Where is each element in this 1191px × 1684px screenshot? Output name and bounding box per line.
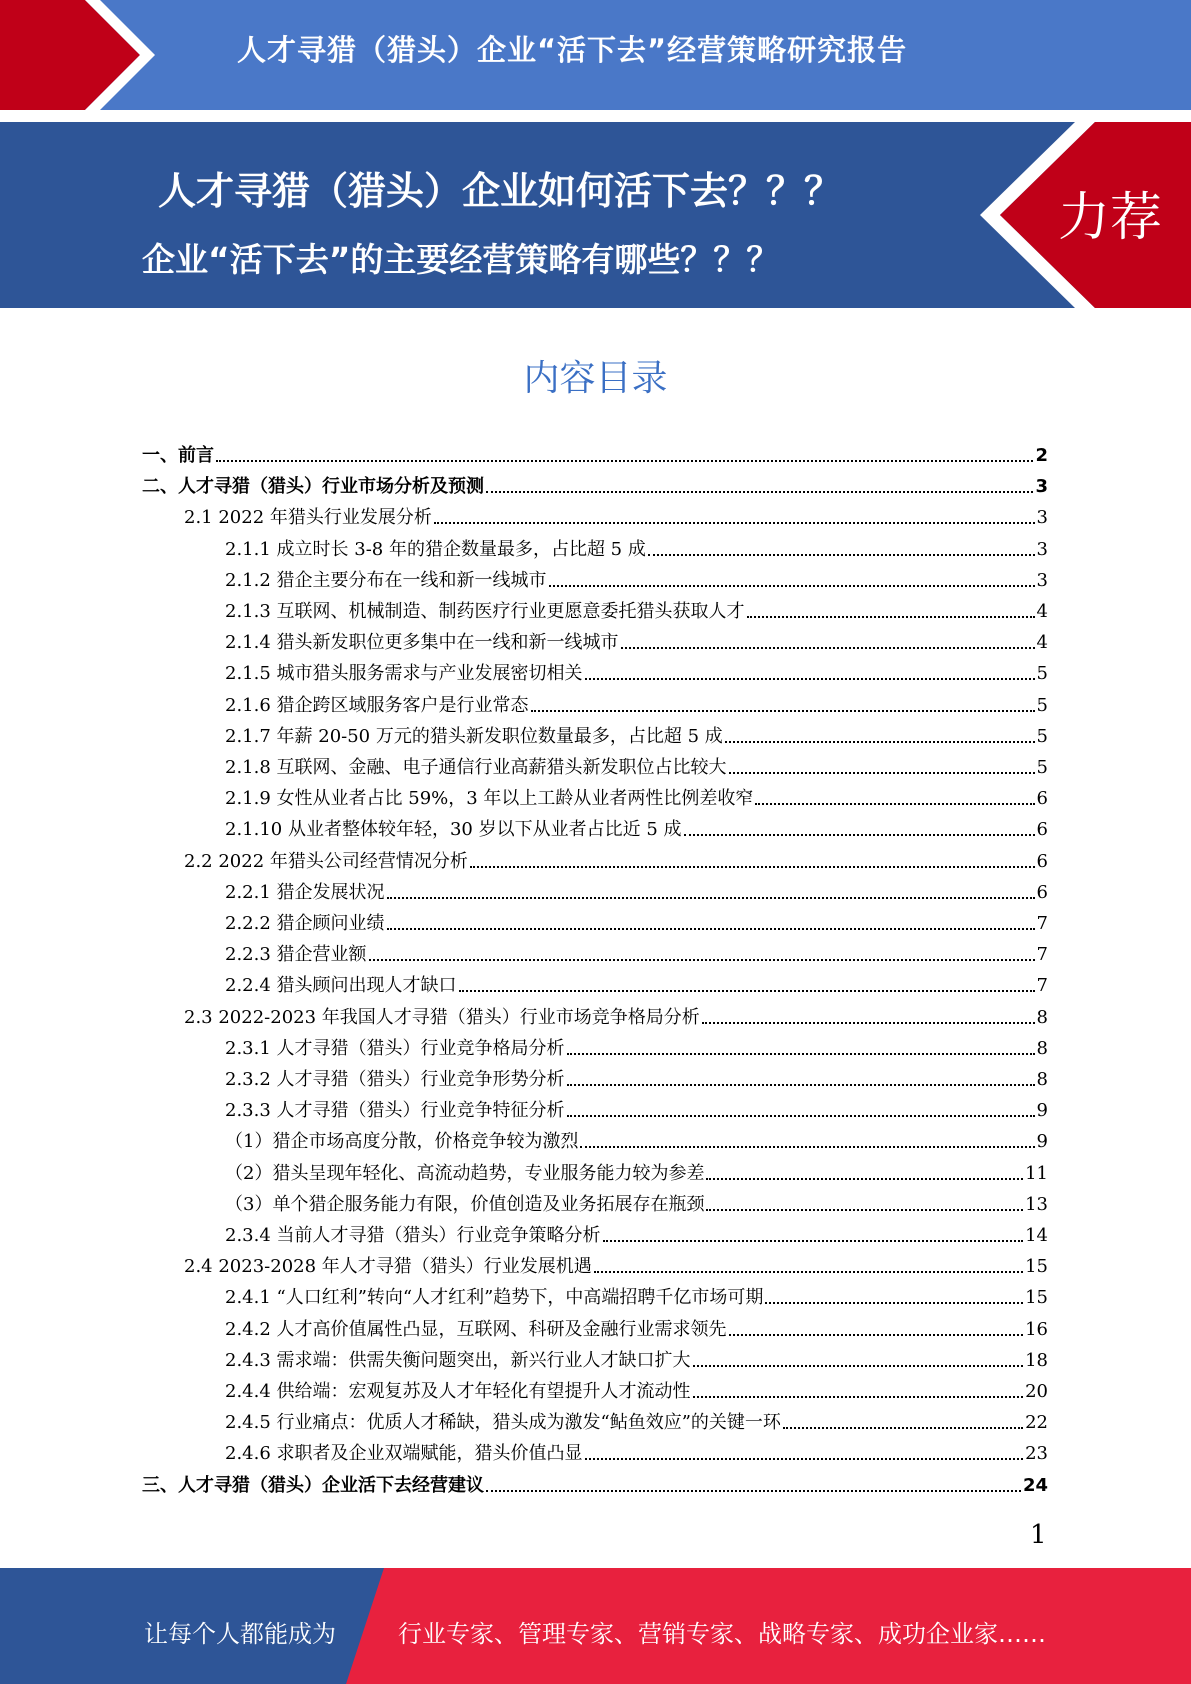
toc-entry-page: 14 <box>1025 1225 1048 1246</box>
toc-entry[interactable] <box>225 1061 1048 1091</box>
toc-entry-page: 16 <box>1025 1318 1048 1340</box>
report-banner-title: 人才寻猎（猎头）企业“活下去”经营策略研究报告 <box>237 33 908 67</box>
toc-entry-title: （2）猎头呈现年轻化、高流动趋势，专业服务能力较为参差 <box>225 1162 705 1184</box>
toc-entry-page: 3 <box>1036 569 1048 591</box>
toc-entry[interactable] <box>142 437 1048 467</box>
toc-dot-leader <box>434 522 1035 524</box>
toc-entry[interactable] <box>225 1123 1048 1153</box>
toc-entry-page: 22 <box>1025 1412 1048 1434</box>
toc-dot-leader <box>470 866 1035 868</box>
toc-dot-leader <box>567 1084 1035 1086</box>
toc-entry-title: 2.2 2022 年猎头公司经营情况分析 <box>184 850 468 872</box>
toc-entry-page: 5 <box>1036 757 1048 778</box>
toc-dot-leader <box>621 647 1035 649</box>
toc-entry-page: 8 <box>1036 1037 1048 1059</box>
toc-entry[interactable] <box>225 1092 1048 1122</box>
toc-dot-leader <box>693 1396 1024 1398</box>
toc-dot-leader <box>486 491 1033 493</box>
toc-entry-page: 7 <box>1036 975 1048 997</box>
toc-entry-title: 2.4.1 “人口红利”转向“人才红利”趋势下，中高端招聘千亿市场可期 <box>225 1287 764 1309</box>
toc-entry[interactable] <box>225 562 1048 592</box>
headline-question-1: 人才寻猎（猎头）企业如何活下去？？？ <box>158 169 843 213</box>
toc-dot-leader <box>603 1240 1024 1242</box>
toc-entry-page: 7 <box>1036 944 1048 966</box>
toc-entry-title: 2.1.1 成立时长 3-8 年的猎企数量最多，占比超 5 成 <box>225 538 646 560</box>
toc-dot-leader <box>765 1302 1023 1304</box>
toc-entry[interactable] <box>225 531 1048 561</box>
toc-entry-title: 2.1.4 猎头新发职位更多集中在一线和新一线城市 <box>225 632 619 654</box>
toc-dot-leader <box>706 1209 1023 1211</box>
toc-entry-page: 6 <box>1036 819 1048 841</box>
toc-entry[interactable] <box>184 499 1048 529</box>
toc-entry-title: 2.2.3 猎企营业额 <box>225 944 367 966</box>
toc-entry-title: 2.1 2022 年猎头行业发展分析 <box>184 507 432 529</box>
toc-entry-page: 7 <box>1036 913 1048 934</box>
toc-entry[interactable] <box>225 905 1048 935</box>
recommend-badge: 力荐 <box>1058 188 1163 248</box>
page-number: 1 <box>1030 1520 1047 1550</box>
toc-entry[interactable] <box>225 1404 1048 1434</box>
toc-entry[interactable] <box>225 936 1048 966</box>
toc-entry[interactable] <box>225 624 1048 654</box>
toc-entry-title: 2.3.4 当前人才寻猎（猎头）行业竞争策略分析 <box>225 1225 601 1246</box>
toc-dot-leader <box>684 834 1035 836</box>
toc-entry-page: 3 <box>1036 507 1048 529</box>
toc-entry[interactable] <box>225 687 1048 717</box>
toc-entry-title: 2.3.3 人才寻猎（猎头）行业竞争特征分析 <box>225 1100 565 1122</box>
toc-entry[interactable] <box>184 843 1048 873</box>
toc-entry-title: 2.1.8 互联网、金融、电子通信行业高薪猎头新发职位占比较大 <box>225 757 727 778</box>
toc-entry-page: 5 <box>1036 725 1048 747</box>
toc-entry[interactable] <box>225 1342 1048 1372</box>
toc-entry-page: 9 <box>1036 1131 1048 1153</box>
toc-entry[interactable] <box>225 655 1048 685</box>
toc-entry-page: 3 <box>1036 538 1048 560</box>
toc-entry-page: 4 <box>1036 601 1048 622</box>
toc-entry[interactable] <box>225 593 1048 623</box>
footer-slogan-right: 行业专家、管理专家、营销专家、战略专家、成功企业家…… <box>398 1620 1046 1648</box>
toc-entry-title: 三、人才寻猎（猎头）企业活下去经营建议 <box>142 1474 484 1496</box>
toc-entry-page: 4 <box>1036 632 1048 654</box>
toc-dot-leader <box>580 1146 1034 1148</box>
toc-dot-leader <box>693 1365 1024 1367</box>
toc-entry-page: 5 <box>1036 663 1048 685</box>
toc-entry-page: 5 <box>1036 694 1048 716</box>
toc-entry-title: 2.1.7 年薪 20-50 万元的猎头新发职位数量最多，占比超 5 成 <box>225 725 723 747</box>
toc-entry-title: 2.1.6 猎企跨区域服务客户是行业常态 <box>225 694 529 716</box>
toc-entry-page: 3 <box>1035 476 1048 498</box>
toc-entry[interactable] <box>225 967 1048 997</box>
footer-slogan-left: 让每个人都能成为 <box>144 1620 336 1648</box>
toc-dot-leader <box>387 928 1035 930</box>
toc-dot-leader <box>387 897 1035 899</box>
toc-dot-leader <box>585 678 1035 680</box>
toc-entry-page: 8 <box>1036 1069 1048 1090</box>
toc-entry[interactable] <box>225 1435 1048 1465</box>
toc-entry-title: 2.2.2 猎企顾问业绩 <box>225 913 385 934</box>
toc-dot-leader <box>567 1053 1035 1055</box>
toc-dot-leader <box>755 803 1034 805</box>
toc-entry-title: 2.1.10 从业者整体较年轻，30 岁以下从业者占比近 5 成 <box>225 819 682 841</box>
toc-entry[interactable] <box>225 1311 1048 1341</box>
toc-entry-page: 23 <box>1025 1443 1048 1465</box>
toc-dot-leader <box>369 959 1035 961</box>
toc-dot-leader <box>567 1115 1035 1117</box>
toc-dot-leader <box>702 1022 1035 1024</box>
toc-entry-title: 2.3.1 人才寻猎（猎头）行业竞争格局分析 <box>225 1037 565 1059</box>
toc-entry[interactable] <box>142 1467 1048 1497</box>
toc-entry-title: 2.1.5 城市猎头服务需求与产业发展密切相关 <box>225 663 583 685</box>
toc-entry[interactable] <box>225 749 1048 779</box>
toc-dot-leader <box>531 710 1035 712</box>
toc-entry-page: 18 <box>1025 1349 1048 1371</box>
toc-entry-title: 二、人才寻猎（猎头）行业市场分析及预测 <box>142 476 484 498</box>
toc-entry-page: 13 <box>1025 1193 1048 1215</box>
toc-dot-leader <box>729 1334 1024 1336</box>
toc-dot-leader <box>216 460 1033 462</box>
toc-entry[interactable] <box>225 1030 1048 1060</box>
toc-entry-title: 2.2.4 猎头顾问出现人才缺口 <box>225 975 457 997</box>
toc-entry-page: 15 <box>1025 1287 1048 1309</box>
toc-entry[interactable] <box>225 1155 1048 1185</box>
toc-entry-title: 2.4.4 供给端：宏观复苏及人才年轻化有望提升人才流动性 <box>225 1381 691 1402</box>
toc-dot-leader <box>747 616 1035 618</box>
toc-entry[interactable] <box>225 718 1048 748</box>
toc-dot-leader <box>725 741 1035 743</box>
toc-entry-title: 2.4.3 需求端：供需失衡问题突出，新兴行业人才缺口扩大 <box>225 1349 691 1371</box>
toc-entry-page: 2 <box>1035 445 1048 466</box>
toc-entry[interactable] <box>184 1248 1048 1278</box>
toc-entry[interactable] <box>225 811 1048 841</box>
toc-title: 内容目录 <box>523 358 668 399</box>
toc-entry-page: 11 <box>1025 1162 1048 1184</box>
toc-dot-leader <box>486 1490 1021 1492</box>
toc-entry-page: 6 <box>1036 881 1048 903</box>
toc-dot-leader <box>585 1458 1024 1460</box>
headline-question-2: 企业“活下去”的主要经营策略有哪些？？？ <box>142 240 780 279</box>
toc-entry-page: 8 <box>1036 1006 1048 1028</box>
toc-entry-page: 15 <box>1025 1256 1048 1278</box>
toc-dot-leader <box>783 1427 1023 1429</box>
toc-entry-title: 2.4.2 人才高价值属性凸显，互联网、科研及金融行业需求领先 <box>225 1318 727 1340</box>
toc-entry-title: 2.2.1 猎企发展状况 <box>225 881 385 903</box>
toc-entry[interactable] <box>184 999 1048 1029</box>
toc-entry-page: 6 <box>1036 788 1048 810</box>
toc-entry[interactable] <box>225 1217 1048 1247</box>
toc-entry[interactable] <box>225 1279 1048 1309</box>
toc-entry-title: 2.3 2022-2023 年我国人才寻猎（猎头）行业市场竞争格局分析 <box>184 1006 700 1028</box>
toc-entry[interactable] <box>225 1186 1048 1216</box>
toc-dot-leader <box>648 554 1035 556</box>
toc-entry-title: 2.4.5 行业痛点：优质人才稀缺，猎头成为激发“鲇鱼效应”的关键一环 <box>225 1412 781 1434</box>
toc-dot-leader <box>729 772 1035 774</box>
toc-entry-title: 2.1.2 猎企主要分布在一线和新一线城市 <box>225 569 547 591</box>
toc-entry[interactable] <box>142 468 1048 498</box>
toc-entry[interactable] <box>225 874 1048 904</box>
toc-entry-title: 2.3.2 人才寻猎（猎头）行业竞争形势分析 <box>225 1069 565 1090</box>
toc-dot-leader <box>549 585 1035 587</box>
toc-entry-page: 24 <box>1022 1474 1048 1496</box>
toc-entry-title: 一、前言 <box>142 445 214 466</box>
toc-entry[interactable] <box>225 1373 1048 1403</box>
toc-dot-leader <box>706 1178 1023 1180</box>
toc-entry-title: （1）猎企市场高度分散，价格竞争较为激烈 <box>225 1131 579 1153</box>
toc-entry-page: 9 <box>1036 1100 1048 1122</box>
toc-entry-title: 2.1.9 女性从业者占比 59%，3 年以上工龄从业者两性比例差收窄 <box>225 788 754 810</box>
toc-dot-leader <box>459 990 1035 992</box>
toc-dot-leader <box>594 1271 1023 1273</box>
toc-entry-title: （3）单个猎企服务能力有限，价值创造及业务拓展存在瓶颈 <box>225 1193 705 1215</box>
toc-entry-title: 2.4 2023-2028 年人才寻猎（猎头）行业发展机遇 <box>184 1256 592 1278</box>
toc-entry-page: 20 <box>1025 1381 1048 1402</box>
toc-entry-page: 6 <box>1036 850 1048 872</box>
toc-entry[interactable] <box>225 780 1048 810</box>
toc-entry-title: 2.1.3 互联网、机械制造、制药医疗行业更愿意委托猎头获取人才 <box>225 601 745 622</box>
toc-entry-title: 2.4.6 求职者及企业双端赋能，猎头价值凸显 <box>225 1443 583 1465</box>
